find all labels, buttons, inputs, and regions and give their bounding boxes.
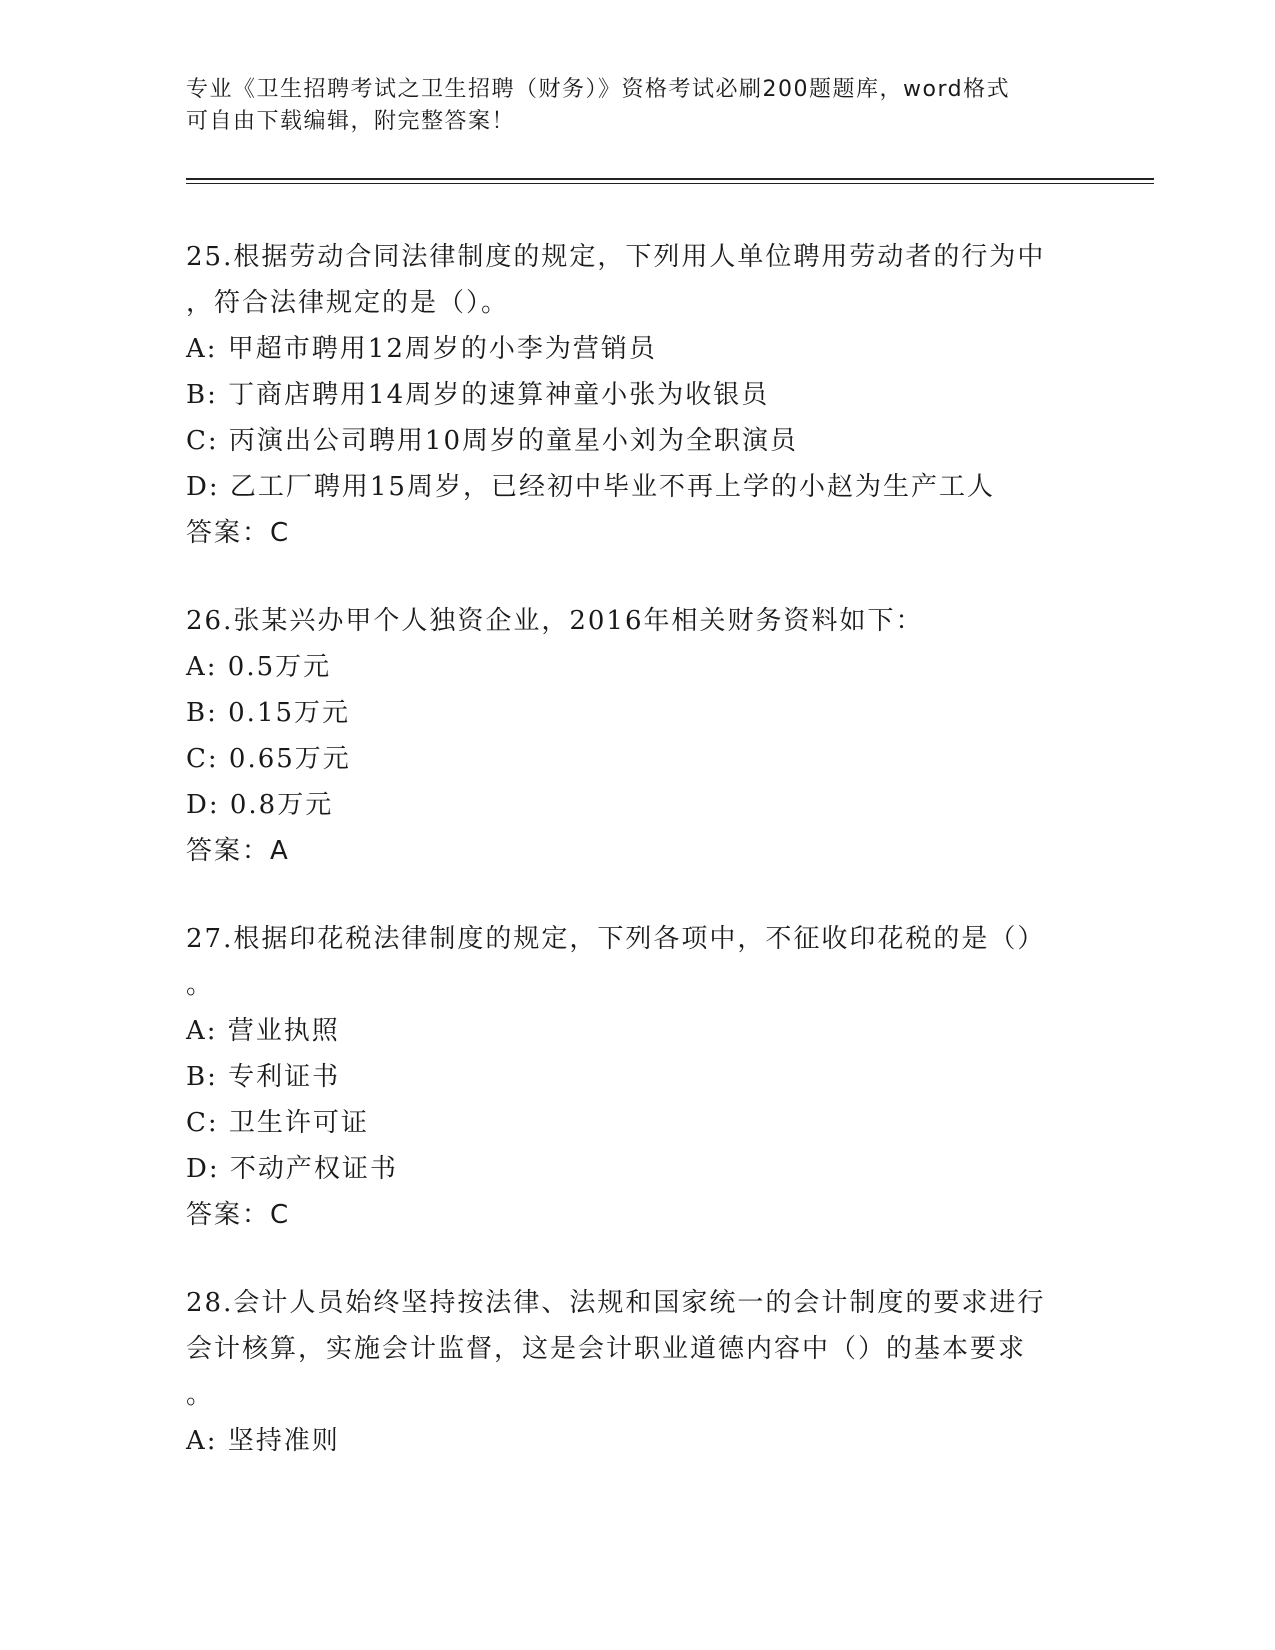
answer-line: 答案：C (186, 1200, 291, 1230)
header-line-2: 可自由下载编辑，附完整答案！ (186, 109, 516, 134)
question-28 (186, 1280, 1086, 1464)
answer-line: 答案：C (186, 518, 291, 548)
question-stem (186, 1280, 1086, 1418)
option-d: D: 不动产权证书 (186, 1154, 398, 1184)
option-d: D: 乙工厂聘用15周岁，已经初中毕业不再上学的小赵为生产工人 (186, 472, 995, 502)
document-header (186, 74, 1086, 138)
stem-line: 。 (186, 1380, 215, 1410)
option-a: A: 甲超市聘用12周岁的小李为营销员 (186, 334, 657, 364)
stem-line: ，符合法律规定的是（）。 (186, 288, 510, 318)
stem-line: 26.张某兴办甲个人独资企业，2016年相关财务资料如下： (186, 606, 924, 636)
header-line-1: 专业《卫生招聘考试之卫生招聘（财务）》资格考试必刷200题题库，word格式 (186, 77, 1011, 102)
option-b: B: 专利证书 (186, 1062, 341, 1092)
option-c: C: 0.65万元 (186, 744, 351, 774)
option-c: C: 丙演出公司聘用10周岁的童星小刘为全职演员 (186, 426, 799, 456)
question-stem (186, 598, 1086, 644)
question-26 (186, 598, 1086, 874)
option-d: D: 0.8万元 (186, 790, 334, 820)
option-a: A: 坚持准则 (186, 1426, 340, 1456)
question-stem (186, 234, 1086, 326)
stem-line: 25.根据劳动合同法律制度的规定，下列用人单位聘用劳动者的行为中 (186, 242, 1046, 272)
option-b: B: 0.15万元 (186, 698, 351, 728)
answer-line: 答案：A (186, 836, 290, 866)
stem-line: 。 (186, 970, 215, 1000)
option-c: C: 卫生许可证 (186, 1108, 369, 1138)
header-divider-thick (186, 178, 1154, 180)
question-25 (186, 234, 1086, 556)
question-27 (186, 916, 1086, 1238)
option-b: B: 丁商店聘用14周岁的速算神童小张为收银员 (186, 380, 770, 410)
question-stem (186, 916, 1086, 1008)
option-a: A: 0.5万元 (186, 652, 332, 682)
stem-line: 会计核算，实施会计监督，这是会计职业道德内容中（）的基本要求 (186, 1334, 1027, 1364)
header-divider-thin (186, 183, 1154, 184)
option-a: A: 营业执照 (186, 1016, 340, 1046)
stem-line: 28.会计人员始终坚持按法律、法规和国家统一的会计制度的要求进行 (186, 1288, 1046, 1318)
stem-line: 27.根据印花税法律制度的规定，下列各项中，不征收印花税的是（） (186, 924, 1046, 954)
